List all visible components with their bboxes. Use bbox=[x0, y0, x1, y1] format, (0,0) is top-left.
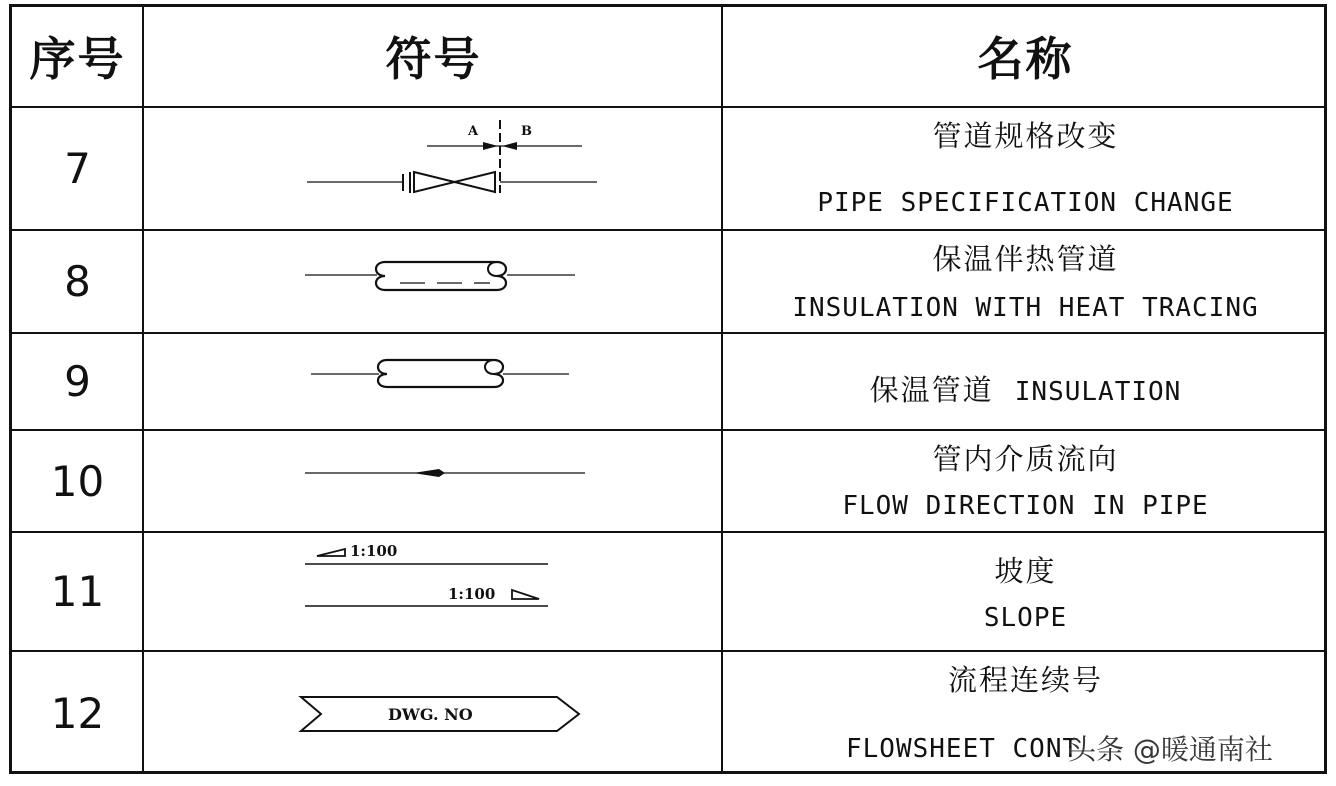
flowsheet-continuation-symbol bbox=[145, 652, 722, 774]
heat-traced-insulation-symbol bbox=[145, 231, 722, 332]
row-name-cell bbox=[724, 431, 1327, 531]
row-index: 8 bbox=[64, 257, 91, 306]
name-english: FLOW DIRECTION IN PIPE bbox=[842, 491, 1209, 521]
name-chinese: 保温伴热管道 bbox=[932, 242, 1119, 276]
row-index: 7 bbox=[64, 144, 91, 193]
row-index: 10 bbox=[50, 456, 105, 506]
name-chinese: 流程连续号 bbox=[947, 663, 1103, 697]
name-chinese: 保温管道 bbox=[869, 373, 994, 407]
row-name-cell bbox=[724, 231, 1327, 332]
slope-label-bottom: 1:100 bbox=[448, 585, 496, 603]
dwg-no-label: DWG. NO bbox=[388, 705, 473, 724]
name-chinese: 坡度 bbox=[994, 554, 1057, 588]
symbol-label-b: B bbox=[521, 124, 532, 139]
header-index: 序号 bbox=[29, 32, 126, 86]
slope-symbol bbox=[145, 533, 722, 650]
row-index: 12 bbox=[50, 688, 105, 738]
row-name-cell bbox=[724, 108, 1327, 229]
name-english: FLOWSHEET CONT bbox=[846, 734, 1080, 764]
pipe-spec-change-symbol bbox=[145, 108, 722, 229]
name-english: PIPE SPECIFICATION CHANGE bbox=[817, 188, 1234, 218]
name-english: INSULATION bbox=[1014, 377, 1182, 407]
name-english: INSULATION WITH HEAT TRACING bbox=[792, 293, 1259, 323]
symbol-label-a: A bbox=[468, 124, 479, 139]
header-symbol: 符号 bbox=[385, 32, 482, 86]
name-chinese: 管道规格改变 bbox=[932, 119, 1119, 153]
flow-direction-symbol bbox=[145, 431, 722, 531]
row-index: 9 bbox=[64, 357, 91, 406]
header-name: 名称 bbox=[977, 32, 1074, 86]
row-name-cell bbox=[724, 533, 1327, 650]
watermark-text: 头条 @暖通南社 bbox=[1068, 733, 1273, 766]
name-chinese: 管内介质流向 bbox=[932, 442, 1119, 476]
insulation-symbol bbox=[145, 334, 722, 429]
row-name-cell bbox=[724, 334, 1327, 429]
slope-label-top: 1:100 bbox=[350, 542, 398, 560]
row-index: 11 bbox=[50, 567, 105, 616]
name-english: SLOPE bbox=[983, 603, 1068, 633]
